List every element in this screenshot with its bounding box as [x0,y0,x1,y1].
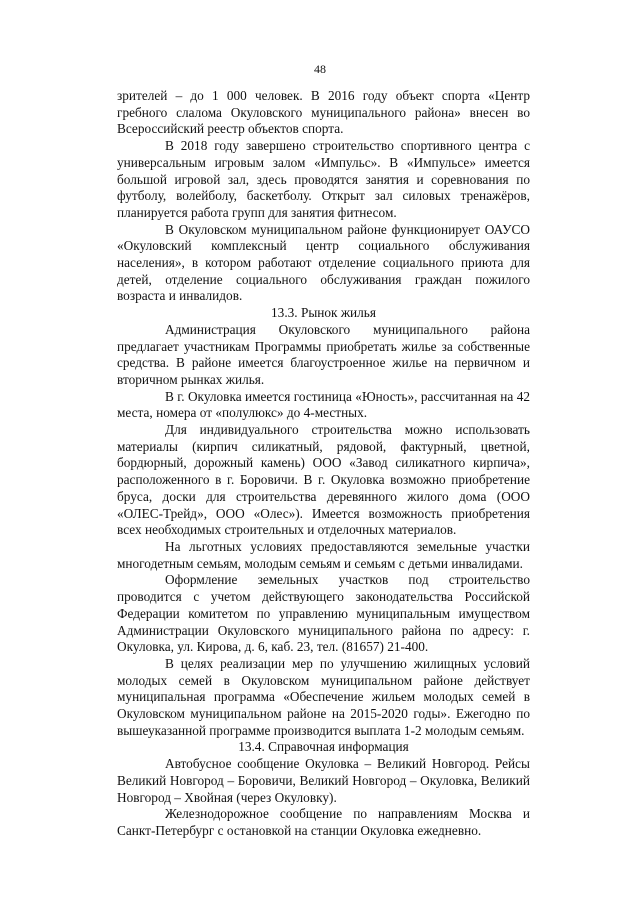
paragraph: Автобусное сообщение Окуловка – Великий Новгород. Рейсы Великий Новгород – Боровичи, Великий Новгород – Окуловка, Великий Новгород – Хвойная (через Окуловку). [117,756,530,805]
paragraph: В целях реализации мер по улучшению жилищных условий молодых семей в Окуловском муниципальном районе действует муниципальная программа «Обеспечение жильем молодых семей в Окуловском муниципальном районе на 2015-2020 годы». Ежегодно по вышеуказанной программе производится выплата 1-2 молодым семьям. [117,655,530,738]
section-heading-reference: 13.4. Справочная информация [238,739,409,755]
paragraph: Железнодорожное сообщение по направлениям Москва и Санкт-Петербург с остановкой на станции Окуловка ежедневно. [117,806,530,838]
paragraph: В 2018 году завершено строительство спортивного центра с универсальным игровым залом «Импульс». В «Импульсе» имеется большой игровой зал, здесь проводятся занятия и соревнования по футболу, волейболу, баскетболу. Открыт зал силовых тренажёров, планируется работа групп для занятия фитнесом. [117,138,530,220]
paragraph: В г. Окуловка имеется гостиница «Юность», рассчитанная на 42 места, номера от «полулюкс» до 4-местных. [117,388,530,421]
paragraph: На льготных условиях предоставляются земельные участки многодетным семьям, молодым семьям и семьям с детьми инвалидами. [117,538,530,571]
paragraph: Для индивидуального строительства можно использовать материалы (кирпич силикатный, рядовой, фактурный, цветной, бордюрный, дорожный камень) ООО «Завод силикатного кирпича», расположенного в г. Боровичи. В г. Окуловка возможно приобретение бруса, доски для строительства деревянного жилого дома (ООО «ОЛЕС-Трейд», ООО «Олес»). Имеется возможность приобретения всех необходимых строительных и отделочных материалов. [117,422,530,538]
paragraph: Администрация Окуловского муниципального района предлагает участникам Программы приобретать жилье за собственные средства. В районе имеется благоустроенное жилье на первичном и вторичном рынках жилья. [117,321,530,387]
document-body [117,88,530,840]
paragraph: В Окуловском муниципальном районе функционирует ОАУСО «Окуловский комплексный центр социального обслуживания населения», в котором работают отделение социального приюта для детей, отделение социального обслуживания граждан пожилого возраста и инвалидов. [117,221,530,304]
section-heading-housing: 13.3. Рынок жилья [271,305,376,321]
paragraph: зрителей – до 1 000 человек. В 2016 году объект спорта «Центр гребного слалома Окуловского муниципального района» внесен во Всероссийский реестр объектов спорта. [117,88,530,137]
page-number: 48 [314,62,326,76]
paragraph: Оформление земельных участков под строительство проводится с учетом действующего законодательства Российской Федерации комитетом по управлению муниципальным имуществом Администрации Окуловского муниципального района по адресу: г. Окуловка, ул. Кирова, д. 6, каб. 23, тел. (81657) 21-400. [117,572,530,655]
